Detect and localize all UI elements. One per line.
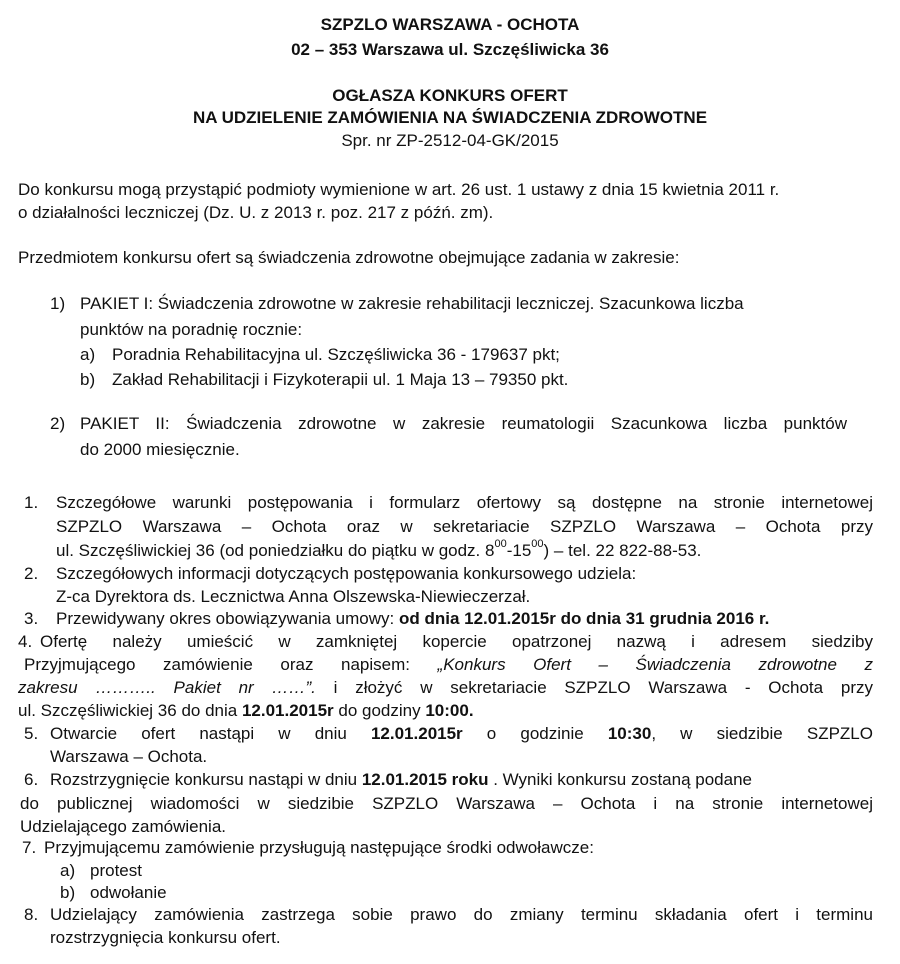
term-8-line-2: rozstrzygnięcia konkursu ofert. <box>50 928 281 947</box>
term-1-line-1: Szczegółowe warunki postępowania i formularz ofertowy są dostępne na stronie internetowej <box>56 493 873 512</box>
term-7-item-a-letter: a) <box>60 861 76 880</box>
intro-line-2: o działalności leczniczej (Dz. U. z 2013 r. poz. 217 z późń. zm). <box>18 203 494 222</box>
term-4-number: 4. <box>18 632 33 651</box>
package-1-line-1: PAKIET I: Świadczenia zdrowotne w zakresie rehabilitacji leczniczej. Szacunkowa liczba <box>80 294 744 313</box>
term-6-line-1: Rozstrzygnięcie konkursu nastąpi w dniu 12.01.2015 roku . Wyniki konkursu zostaną podane <box>50 770 752 789</box>
package-1-item-b-letter: b) <box>80 370 96 389</box>
announcement-line-1: OGŁASZA KONKURS OFERT <box>332 86 568 105</box>
term-6-number: 6. <box>24 770 39 789</box>
reference-number: Spr. nr ZP-2512-04-GK/2015 <box>341 131 559 150</box>
package-2-line-1: PAKIET II: Świadczenia zdrowotne w zakresie reumatologii Szacunkowa liczba punktów <box>80 414 847 433</box>
term-1-number: 1. <box>24 493 39 512</box>
term-2-number: 2. <box>24 564 39 583</box>
term-7-item-b-letter: b) <box>60 883 76 902</box>
org-name: SZPZLO WARSZAWA - OCHOTA <box>320 15 580 34</box>
term-3-number: 3. <box>24 609 39 628</box>
term-6-line-2: do publicznej wiadomości w siedzibie SZPZLO Warszawa – Ochota i na stronie internetowej <box>20 794 873 813</box>
term-5-line-2: Warszawa – Ochota. <box>50 747 208 766</box>
term-6-line-3: Udzielającego zamówienia. <box>20 817 227 836</box>
package-1-item-a-text: Poradnia Rehabilitacyjna ul. Szczęśliwicka 36 - 179637 pkt; <box>112 345 560 364</box>
package-1-line-2: punktów na poradnię rocznie: <box>80 320 303 339</box>
subject-statement: Przedmiotem konkursu ofert są świadczenia zdrowotne obejmujące zadania w zakresie: <box>18 248 680 267</box>
term-4-line-4: ul. Szczęśliwickiej 36 do dnia 12.01.2015r do godziny 10:00. <box>18 701 474 720</box>
term-2-line-1: Szczegółowych informacji dotyczących postępowania konkursowego udziela: <box>56 564 637 583</box>
package-1-number: 1) <box>50 294 66 313</box>
term-7-item-b-text: odwołanie <box>90 883 167 902</box>
term-8-number: 8. <box>24 905 39 924</box>
package-1-item-a-letter: a) <box>80 345 96 364</box>
term-1-line-3: ul. Szczęśliwickiej 36 (od poniedziałku do piątku w godz. $8^{00}-15^{00}$) – tel. 22 822-88-53. <box>56 538 702 560</box>
announcement-line-2: NA UDZIELENIE ZAMÓWIENIA NA ŚWIADCZENIA ZDROWOTNE <box>192 108 708 127</box>
term-4-line-1: Ofertę należy umieścić w zamkniętej kopercie opatrzonej nazwą i adresem siedziby <box>40 632 873 651</box>
term-4-line-2: Przyjmującego zamówienie oraz napisem: „Konkurs Ofert – Świadczenia zdrowotne z <box>24 655 873 674</box>
term-5-line-1: Otwarcie ofert nastąpi w dniu 12.01.2015r o godzinie 10:30, w siedzibie SZPZLO <box>50 724 873 743</box>
package-1-item-b-text: Zakład Rehabilitacji i Fizykoterapii ul. 1 Maja 13 – 79350 pkt. <box>112 370 569 389</box>
package-2-line-2: do 2000 miesięcznie. <box>80 440 240 459</box>
term-8-line-1: Udzielający zamówienia zastrzega sobie prawo do zmiany terminu składania ofert i terminu <box>50 905 873 924</box>
term-7-item-a-text: protest <box>90 861 142 880</box>
term-7-line-1: Przyjmującemu zamówienie przysługują następujące środki odwoławcze: <box>44 838 594 857</box>
term-7-number: 7. <box>22 838 37 857</box>
term-1-line-2: SZPZLO Warszawa – Ochota oraz w sekretariacie SZPZLO Warszawa – Ochota przy <box>56 517 873 536</box>
intro-line-1: Do konkursu mogą przystąpić podmioty wymienione w art. 26 ust. 1 ustawy z dnia 15 kwietnia 2011 r. <box>18 180 780 199</box>
org-address: 02 – 353 Warszawa ul. Szczęśliwicka 36 <box>291 40 609 59</box>
package-2-number: 2) <box>50 414 66 433</box>
term-4-line-3: zakresu ……….. Pakiet nr ……”. i złożyć w sekretariacie SZPZLO Warszawa - Ochota przy <box>18 678 873 697</box>
term-3-text: Przewidywany okres obowiązywania umowy: od dnia 12.01.2015r do dnia 31 grudnia 2016 r. <box>56 609 770 628</box>
term-5-number: 5. <box>24 724 39 743</box>
term-2-line-2: Z-ca Dyrektora ds. Lecznictwa Anna Olszewska-Niewieczerzał. <box>56 587 531 606</box>
